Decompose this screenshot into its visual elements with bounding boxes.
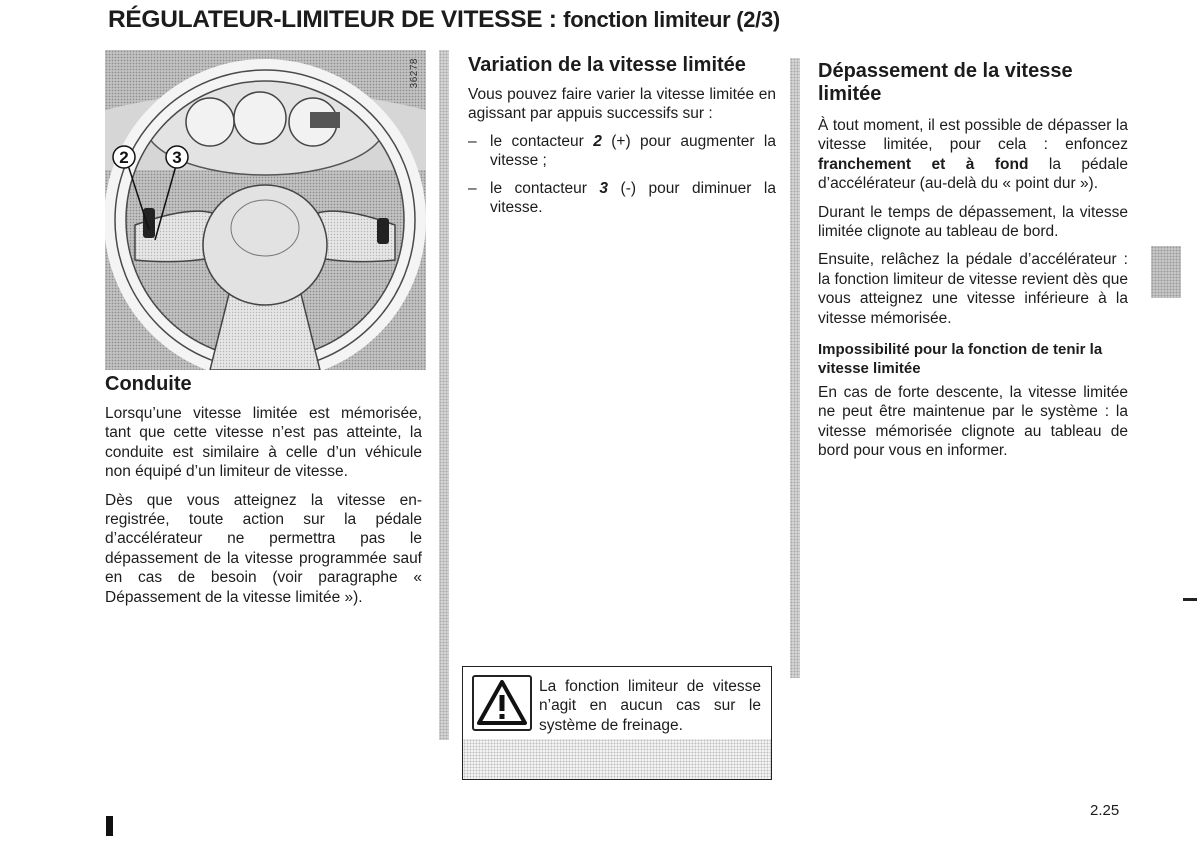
impossibilite-paragraph: En cas de forte descente, la vitesse limitée ne peut être maintenue par le système : la vitesse mémorisée clignote au tableau de bord pour vous en informer. [818,384,1128,460]
figure-reference-number: 36278 [409,58,420,89]
warning-stipple [463,739,771,779]
emphasis-text: franchement et à fond [818,155,1029,173]
steering-wheel-figure [105,50,426,370]
edge-mark [106,816,113,836]
conduite-paragraph-1: Lorsqu’une vitesse limitée est mémorisée, tant que cette vitesse n’est pas atteinte, la conduite est similaire à celle d’un véhicule non équipé d’un limiteur de vitesse. [105,405,422,481]
middle-column [468,54,776,217]
page-number: 2.25 [1090,802,1120,819]
variation-intro: Vous pouvez faire varier la vitesse limitée en agissant par appuis successifs sur : [468,86,776,123]
left-column [105,373,422,607]
section-heading-variation: Variation de la vitesse limitée [468,54,746,76]
title-subtitle: fonction limiteur (2/3) [563,7,780,32]
switch-number: 3 [599,179,609,197]
callout-3-label: 3 [172,148,182,167]
section-heading-conduite: Conduite [105,373,192,395]
right-column [818,60,1128,461]
depassement-paragraph-2: Durant le temps de dépassement, la vitesse limitée clignote au tableau de bord. [818,203,1128,241]
title-main: RÉGULATEUR-LIMITEUR DE VITESSE : [108,6,564,33]
column-separator-right [790,58,800,678]
callout-2-label: 2 [119,148,129,167]
list-item: – le contacteur 2 (+) pour augmenter la vitesse ; [468,132,776,170]
list-item: – le contacteur 3 (-) pour diminuer la vitesse. [468,179,776,217]
variation-list [468,132,776,218]
column-separator-left [439,50,449,740]
chapter-edge-tab [1151,246,1181,298]
edge-mark [1183,598,1197,601]
warning-box [462,666,772,780]
conduite-paragraph-2: Dès que vous atteignez la vitesse enregistrée, toute action sur la pédale d’accélérateur ne permettra pas le dépassement de la vitesse programmée sauf en cas de besoin (voir paragraphe « Dépassement de la vitesse limitée »). [105,491,422,606]
page-title [108,6,780,34]
switch-number: 2 [593,132,602,150]
depassement-paragraph-1: À tout moment, il est possible de dépasser la vitesse limitée, pour cela : enfoncez franchement et à fond la pédale d’accélérateur (au-delà du « point dur »). [818,117,1128,193]
depassement-paragraph-3: Ensuite, relâchez la pédale d’accélérateur : la fonction limiteur de vitesse revient dès que vous atteignez une vitesse inférieure à la vitesse mémorisée. [818,251,1128,327]
section-heading-depassement: Dépassement de la vitesse limitée [818,60,1073,105]
subheading-impossibilite: Impossibilité pour la fonction de tenir la vitesse limitée [818,341,1103,378]
warning-triangle-icon [472,675,532,731]
warning-text: La fonction limiteur de vitesse n’agit en aucun cas sur le système de freinage. [539,678,761,734]
steering-wheel-drawing [105,50,426,370]
